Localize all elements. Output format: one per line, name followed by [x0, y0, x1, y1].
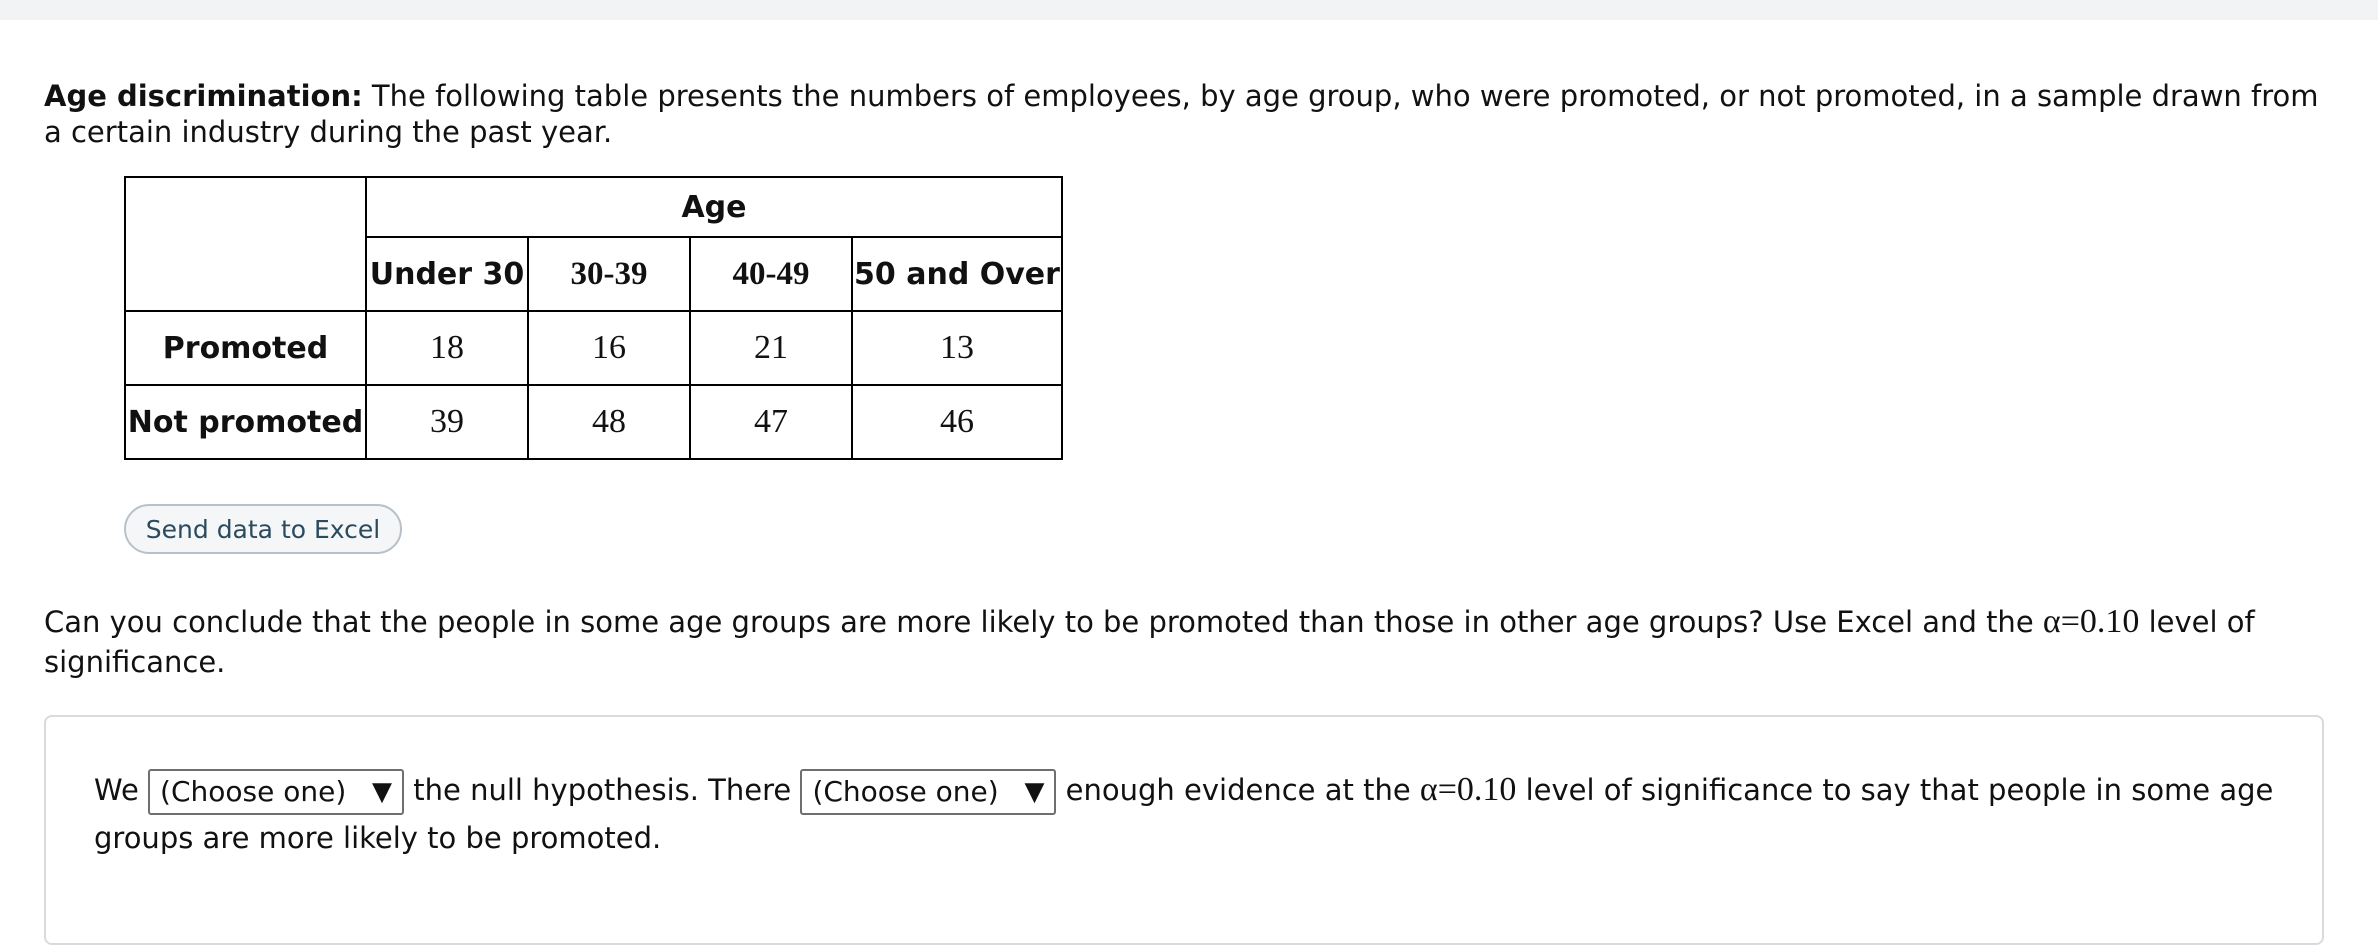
intro-text: The following table presents the numbers of employees, by age group, who were promoted, or not promoted, in a sample drawn from a certain industry during the past year. [44, 79, 2319, 149]
answer-sentence [94, 767, 2294, 861]
table-cell: 13 [852, 311, 1062, 385]
answer-box [44, 715, 2324, 945]
table-cell: 21 [690, 311, 852, 385]
question-text [44, 602, 2334, 682]
row-label: Promoted [125, 311, 366, 385]
top-bar [0, 0, 2378, 20]
corner-cell [125, 177, 366, 311]
answer-after-text: enough evidence at the [1065, 773, 1420, 807]
column-header: 50 and Over [852, 237, 1062, 311]
data-table [124, 176, 1063, 460]
column-header: 40-49 [690, 237, 852, 311]
row-label: Not promoted [125, 385, 366, 459]
table-row [125, 385, 1062, 459]
question-part-2: level of significance. [44, 605, 2255, 679]
dropdown-arrow-icon: ▼ [1024, 777, 1045, 807]
table-cell: 18 [366, 311, 528, 385]
answer-end-text: level of significance to say that people in some age groups are more likely to be promoted. [94, 773, 2274, 855]
table-row [125, 311, 1062, 385]
dropdown-arrow-icon: ▼ [372, 777, 393, 807]
alpha-expression: α=0.10 [1419, 771, 1517, 808]
send-to-excel-button[interactable]: Send data to Excel [124, 504, 402, 554]
evidence-dropdown[interactable] [800, 769, 1056, 815]
evidence-dropdown-value: (Choose one) [812, 775, 999, 808]
decision-dropdown[interactable] [148, 769, 404, 815]
answer-we: We [94, 773, 139, 807]
question-part-1: Can you conclude that the people in some age groups are more likely to be promoted than those in other age groups? Use Excel and the [44, 605, 2043, 639]
column-header: 30-39 [528, 237, 690, 311]
table-cell: 46 [852, 385, 1062, 459]
table-cell: 16 [528, 311, 690, 385]
answer-mid-text: the null hypothesis. There [413, 773, 792, 807]
table-cell: 39 [366, 385, 528, 459]
table-cell: 47 [690, 385, 852, 459]
decision-dropdown-value: (Choose one) [160, 775, 347, 808]
table-cell: 48 [528, 385, 690, 459]
column-header: Under 30 [366, 237, 528, 311]
alpha-expression: α=0.10 [2042, 603, 2140, 640]
problem-title: Age discrimination: [44, 79, 363, 113]
group-header: Age [366, 177, 1062, 237]
problem-intro [44, 78, 2334, 150]
